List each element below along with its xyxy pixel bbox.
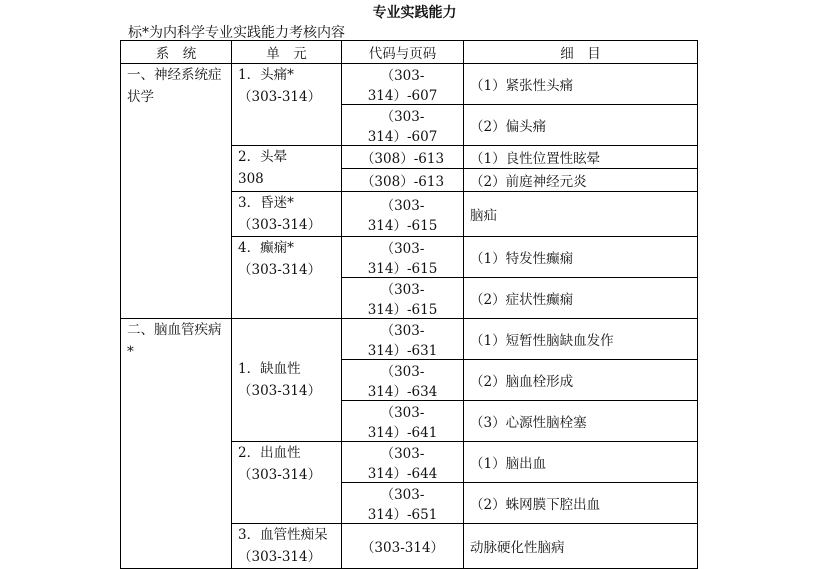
ability-table <box>120 40 698 569</box>
detail-cell: （1）良性位置性眩晕 <box>464 146 698 169</box>
unit-name: 2．出血性 <box>238 445 301 461</box>
detail-cell: （2）症状性癫痫 <box>464 278 698 319</box>
detail-cell: （1）特发性癫痫 <box>464 237 698 278</box>
unit-code: （303-314） <box>238 217 322 233</box>
table-row <box>121 64 698 105</box>
header-unit: 单 元 <box>232 41 342 64</box>
code-cell: （303-314）-651 <box>342 483 464 524</box>
code-cell: （303-314）-607 <box>342 64 464 105</box>
detail-cell: （1）短暂性脑缺血发作 <box>464 319 698 360</box>
detail-cell: （3）心源性脑栓塞 <box>464 401 698 442</box>
code-cell: （303-314）-644 <box>342 442 464 483</box>
unit-name: 3．昏迷* <box>238 195 294 211</box>
system-cell: 二、脑血管疾病* <box>121 319 232 569</box>
detail-cell: 脑疝 <box>464 192 698 237</box>
code-cell: （308）-613 <box>342 146 464 169</box>
detail-cell: 动脉硬化性脑病 <box>464 524 698 569</box>
page-title: 专业实践能力 <box>372 5 457 21</box>
unit-name: 4．癫痫* <box>238 240 294 256</box>
unit-cell <box>232 192 342 237</box>
code-cell: （303-314）-615 <box>342 192 464 237</box>
detail-cell: （2）偏头痛 <box>464 105 698 146</box>
unit-cell <box>232 146 342 192</box>
code-cell: （308）-613 <box>342 169 464 192</box>
detail-cell: （2）脑血栓形成 <box>464 360 698 401</box>
header-system: 系 统 <box>121 41 232 64</box>
header-detail: 细 目 <box>464 41 698 64</box>
detail-cell: （1）脑出血 <box>464 442 698 483</box>
unit-cell <box>232 442 342 524</box>
detail-cell: （2）前庭神经元炎 <box>464 169 698 192</box>
unit-name: 2．头晕 <box>238 149 288 165</box>
detail-cell: （1）紧张性头痛 <box>464 64 698 105</box>
header-code: 代码与页码 <box>342 41 464 64</box>
unit-cell <box>232 237 342 319</box>
code-cell: （303-314） <box>342 524 464 569</box>
unit-code: （303-314） <box>238 383 322 399</box>
unit-code: （303-314） <box>238 549 322 565</box>
unit-code: （303-314） <box>238 262 322 278</box>
unit-name: 1．缺血性 <box>238 361 301 377</box>
table-row <box>121 319 698 360</box>
unit-name: 3．血管性痴呆 <box>238 527 328 543</box>
header-row <box>121 41 698 64</box>
code-cell: （303-314）-607 <box>342 105 464 146</box>
unit-cell <box>232 524 342 569</box>
detail-cell: （2）蛛网膜下腔出血 <box>464 483 698 524</box>
unit-cell <box>232 64 342 146</box>
code-cell: （303-314）-631 <box>342 319 464 360</box>
subtitle: 标*为内科学专业实践能力考核内容 <box>128 25 345 41</box>
code-cell: （303-314）-634 <box>342 360 464 401</box>
code-cell: （303-314）-641 <box>342 401 464 442</box>
unit-code: （303-314） <box>238 89 322 105</box>
unit-code: （303-314） <box>238 467 322 483</box>
unit-cell <box>232 319 342 442</box>
unit-name: 1．头痛* <box>238 67 294 83</box>
code-cell: （303-314）-615 <box>342 237 464 278</box>
unit-code: 308 <box>238 171 264 187</box>
system-cell: 一、神经系统症状学 <box>121 64 232 319</box>
code-cell: （303-314）-615 <box>342 278 464 319</box>
